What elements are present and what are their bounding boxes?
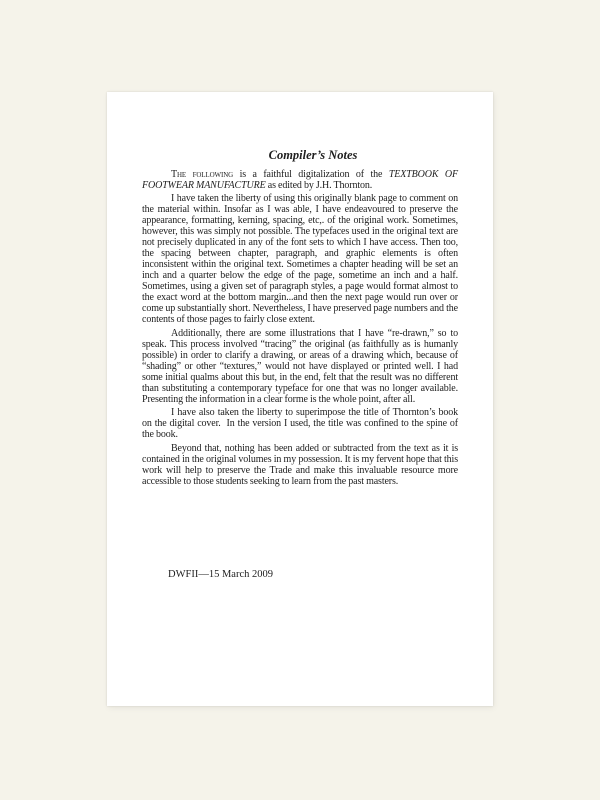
paragraph	[142, 328, 458, 405]
text-segment: as edited by J.H. Thornton.	[265, 179, 373, 191]
text-segment: is a faithful digitalization of the	[233, 168, 389, 180]
paragraph	[142, 193, 458, 325]
body-paragraphs	[142, 169, 458, 487]
paragraph	[142, 443, 458, 487]
text-segment: Beyond that, nothing has been added or subtracted from the text as it is contained in the original volumes in my possession. It is my fervent hope that this work will help to preserve the Trade and make this invaluable resource more accessible to those students seeking to learn from the past masters.	[142, 442, 458, 487]
text-segment: TEXTBOOK OF FOOTWEAR MANUFACTURE	[142, 168, 458, 191]
paragraph	[142, 169, 458, 191]
text-segment: The following	[171, 168, 234, 180]
text-segment: Additionally, there are some illustrations that I have “re-drawn,” so to speak. This process involved “tracing” the original (as faithfully as is humanly possible) in order to clarify a drawing, or areas of a drawing which, because of “shading” or other “textures,” would not have displayed or printed well. I had some initial qualms about this but, in the end, felt that the result was no different than substituting a contemporary typeface for one that was no longer available. Presenting the information in a clear forme is the whole point, after all.	[142, 327, 458, 405]
text-segment: I have taken the liberty of using this originally blank page to comment on the material within. Insofar as I was able, I have endeavoured to preserve the appearance, formatting, kerning, spacing, etc,. of the original work. Sometimes, however, this was simply not possible. The typefaces used in the original text are not precisely duplicated in any of the font sets to which I have access. Then too, the spacing between chapter, paragraph, and graphic elements is often inconsistent within the original text. Sometimes a chapter heading will be set an inch and a quarter below the edge of the page, sometime an inch and a half. Sometimes, using a given set of paragraph styles, a page would format almost to the exact word at the bottom margin...and then the next page would run over or come up substantially short. Nevertheless, I have preserved page numbers and the contents of those pages to fairly close extent.	[142, 193, 458, 325]
page-title: Compiler’s Notes	[268, 148, 358, 162]
scanned-page	[107, 92, 493, 706]
paragraph	[142, 407, 458, 440]
text-segment: I have also taken the liberty to superimpose the title of Thornton’s book on the digital cover. In the version I used, the title was confined to the spine of the book.	[142, 407, 458, 440]
colophon-date-line: DWFII—15 March 2009	[168, 569, 273, 580]
